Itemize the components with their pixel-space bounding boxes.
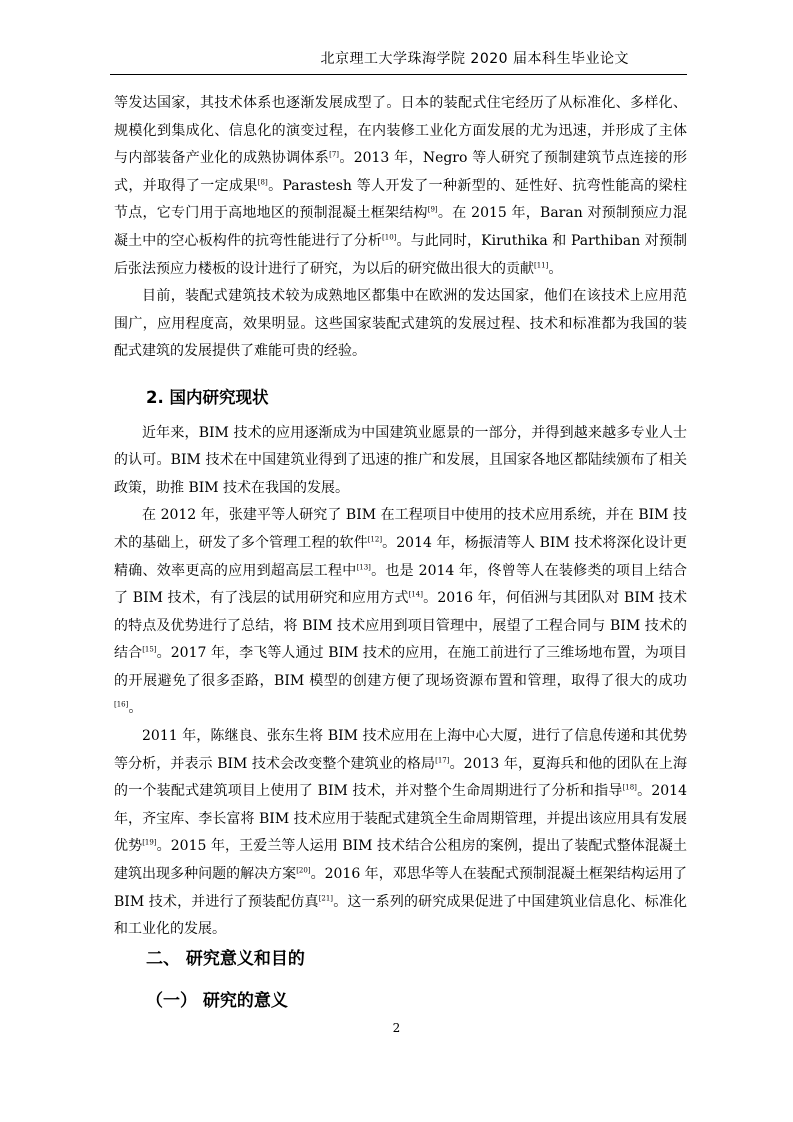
paragraph [114,502,687,723]
text-run: 。在 2015 年，Baran 对预制预应力混凝土中的空心板构件的抗弯性能进行了分析 [114,205,687,249]
citation-ref: [21] [318,893,334,902]
text-run: 。2016 年，何佰洲与其团队对 BIM 技术的特点及优势进行了总结，将 BIM 技术应用到项目管理中，展望了工程合同与 BIM 技术的结合 [114,590,687,662]
text-run: 等发达国家，其技术体系也逐渐发展成型了。日本的装配式住宅经历了从标准化、多样化、规模化到集成化、信息化的演变过程，在内装修工业化方面发展的尤为迅速，并形成了主体与内部装备产业化的成熟协调体系 [114,95,687,167]
text-run: 。这一系列的研究成果促进了中国建筑业信息化、标准化和工业化的发展。 [114,893,688,938]
text-run: 。2014 年，齐宝库、李长富将 BIM 技术应用于装配式建筑全生命周期管理，并提出该应用具有发展优势 [114,783,687,855]
text-run: 。 [548,260,563,277]
paragraph [114,90,687,283]
citation-ref: [7] [329,150,340,159]
text-run: 。与此同时，Kiruthika 和 Parthiban 对预制后张法预应力楼板的设计进行了研究，为以后的研究做出很大的贡献 [114,232,687,277]
text-run: 。2013 年，Negro 等人研究了预制建筑节点连接的形式，并取得了一定成果 [114,150,687,194]
paragraph [114,283,687,366]
section-heading-significance: 二、 研究意义和目的 [146,949,305,969]
citation-ref: [16] [114,700,129,709]
text-run: 目前，装配式建筑技术较为成熟地区都集中在欧洲的发达国家，他们在该技术上应用范围广，应用程度高，效果明显。这些国家装配式建筑的发展过程、技术和标准都为我国的装配式建筑的发展提供了难能可贵的经验。 [114,288,687,360]
citation-ref: [11] [534,260,549,269]
paragraphs-top [114,90,687,366]
text-run: 在 2012 年，张建平等人研究了 BIM 在工程项目中使用的技术应用系统，并在 BIM 技术的基础上，研发了多个管理工程的软件 [114,507,687,551]
header-rule [110,74,687,75]
text-run: 。2014 年，杨振清等人 BIM 技术将深化设计更精确、效率更高的应用到超高层工程中 [114,534,687,579]
text-run: 。Parastesh 等人开发了一种新型的、延性好、抗弯性能高的梁柱节点，它专门用于高地地区的预制混凝土框架结构 [114,177,687,222]
text-run: 。2013 年，夏海兵和他的团队在上海的一个装配式建筑项目上使用了 BIM 技术，并对整个生命周期进行了分析和指导 [114,755,687,800]
body-text [114,90,687,944]
text-run: 。2017 年，李飞等人通过 BIM 技术的应用，在施工前进行了三维场地布置，为项目的开展避免了很多歪路，BIM 模型的创建方便了现场资源布置和管理，取得了很大的成功 [114,645,688,689]
section-heading-domestic: 2. 国内研究现状 [146,387,269,407]
citation-ref: [10] [382,233,397,242]
text-run: 2011 年，陈继良、张东生将 BIM 技术应用在上海中心大厦，进行了信息传递和其优势等分析，并表示 BIM 技术会改变整个建筑业的格局 [114,728,687,772]
citation-ref: [13] [356,562,371,571]
text-run: 。2016 年，邓思华等人在装配式预制混凝土框架结构运用了 BIM 技术，并进行了预装配仿真 [114,866,687,910]
citation-ref: [19] [142,838,157,847]
page-header: 北京理工大学珠海学院 2020 届本科生毕业论文 [320,51,629,67]
citation-ref: [9] [427,205,438,214]
paragraph [114,723,687,944]
paragraphs-domestic [114,420,687,944]
paragraph [114,420,687,503]
subsection-heading-meaning: （一） 研究的意义 [146,991,288,1011]
citation-ref: [8] [257,178,268,187]
citation-ref: [18] [622,783,637,792]
text-run: 近年来，BIM 技术的应用逐渐成为中国建筑业愿景的一部分，并得到越来越多专业人士的认可。BIM 技术在中国建筑业得到了迅速的推广和发展，且国家各地区都陆续颁布了相关政策，助推 BIM 技术在我国的发展。 [114,424,687,496]
citation-ref: [20] [296,866,311,875]
page-number: 2 [392,1021,401,1035]
citation-ref: [15] [142,645,157,654]
text-run: 。 [128,700,143,717]
citation-ref: [17] [435,756,450,764]
text-run: 。2015 年，王爱兰等人运用 BIM 技术结合公租房的案例，提出了装配式整体混凝土建筑出现多种问题的解决方案 [114,838,688,883]
text-run: 。也是 2014 年，佟曾等人在装修类的项目上结合了 BIM 技术，有了浅层的试用研究和应用方式 [114,562,687,607]
citation-ref: [12] [367,535,383,544]
citation-ref: [14] [408,590,423,599]
